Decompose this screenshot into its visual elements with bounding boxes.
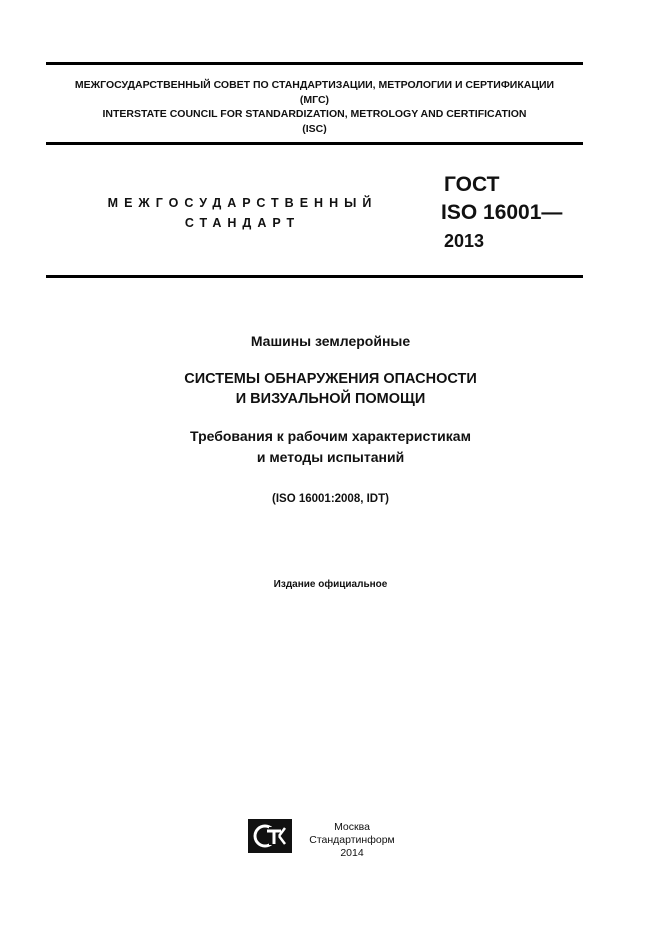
title-requirements-line1: Требования к рабочим характеристикам: [190, 428, 471, 444]
official-edition: Издание официальное: [273, 579, 388, 590]
title-rule: [46, 275, 583, 278]
gost-label: ГОСТ: [444, 173, 500, 196]
gost-year: 2013: [444, 231, 485, 251]
council-name-en: INTERSTATE COUNCIL FOR STANDARDIZATION, METROLOGY AND CERTIFICATION: [102, 108, 527, 120]
publisher-city: Москва: [334, 821, 370, 833]
gost-number: ISO 16001—: [441, 201, 563, 224]
title-requirements-line2: и методы испытаний: [256, 449, 405, 465]
publisher-name: Стандартинформ: [309, 834, 395, 846]
publisher-block: [300, 821, 404, 860]
title-systems-line2: И ВИЗУАЛЬНОЙ ПОМОЩИ: [235, 391, 426, 407]
title-requirements: [0, 426, 661, 468]
standard-type-line1: МЕЖГОСУДАРСТВЕННЫЙ: [107, 196, 378, 210]
standartinform-logo-icon: [248, 819, 292, 853]
title-machines: Машины землеройные: [250, 333, 411, 349]
standard-type: [100, 193, 385, 233]
standard-type-line2: СТАНДАРТ: [184, 216, 301, 230]
title-systems: [0, 369, 661, 409]
gost-designation: [441, 171, 562, 255]
council-header: [46, 78, 583, 136]
publisher-year: 2014: [340, 847, 364, 859]
iso-reference: (ISO 16001:2008, IDT): [272, 493, 389, 505]
title-systems-line1: СИСТЕМЫ ОБНАРУЖЕНИЯ ОПАСНОСТИ: [184, 371, 477, 387]
council-abbr-en: (ISC): [302, 122, 327, 135]
council-abbr-ru: (МГС): [299, 93, 330, 106]
council-name-ru: МЕЖГОСУДАРСТВЕННЫЙ СОВЕТ ПО СТАНДАРТИЗАЦИИ, МЕТРОЛОГИИ И СЕРТИФИКАЦИИ: [74, 79, 555, 91]
header-rule: [46, 142, 583, 145]
top-rule: [46, 62, 583, 65]
